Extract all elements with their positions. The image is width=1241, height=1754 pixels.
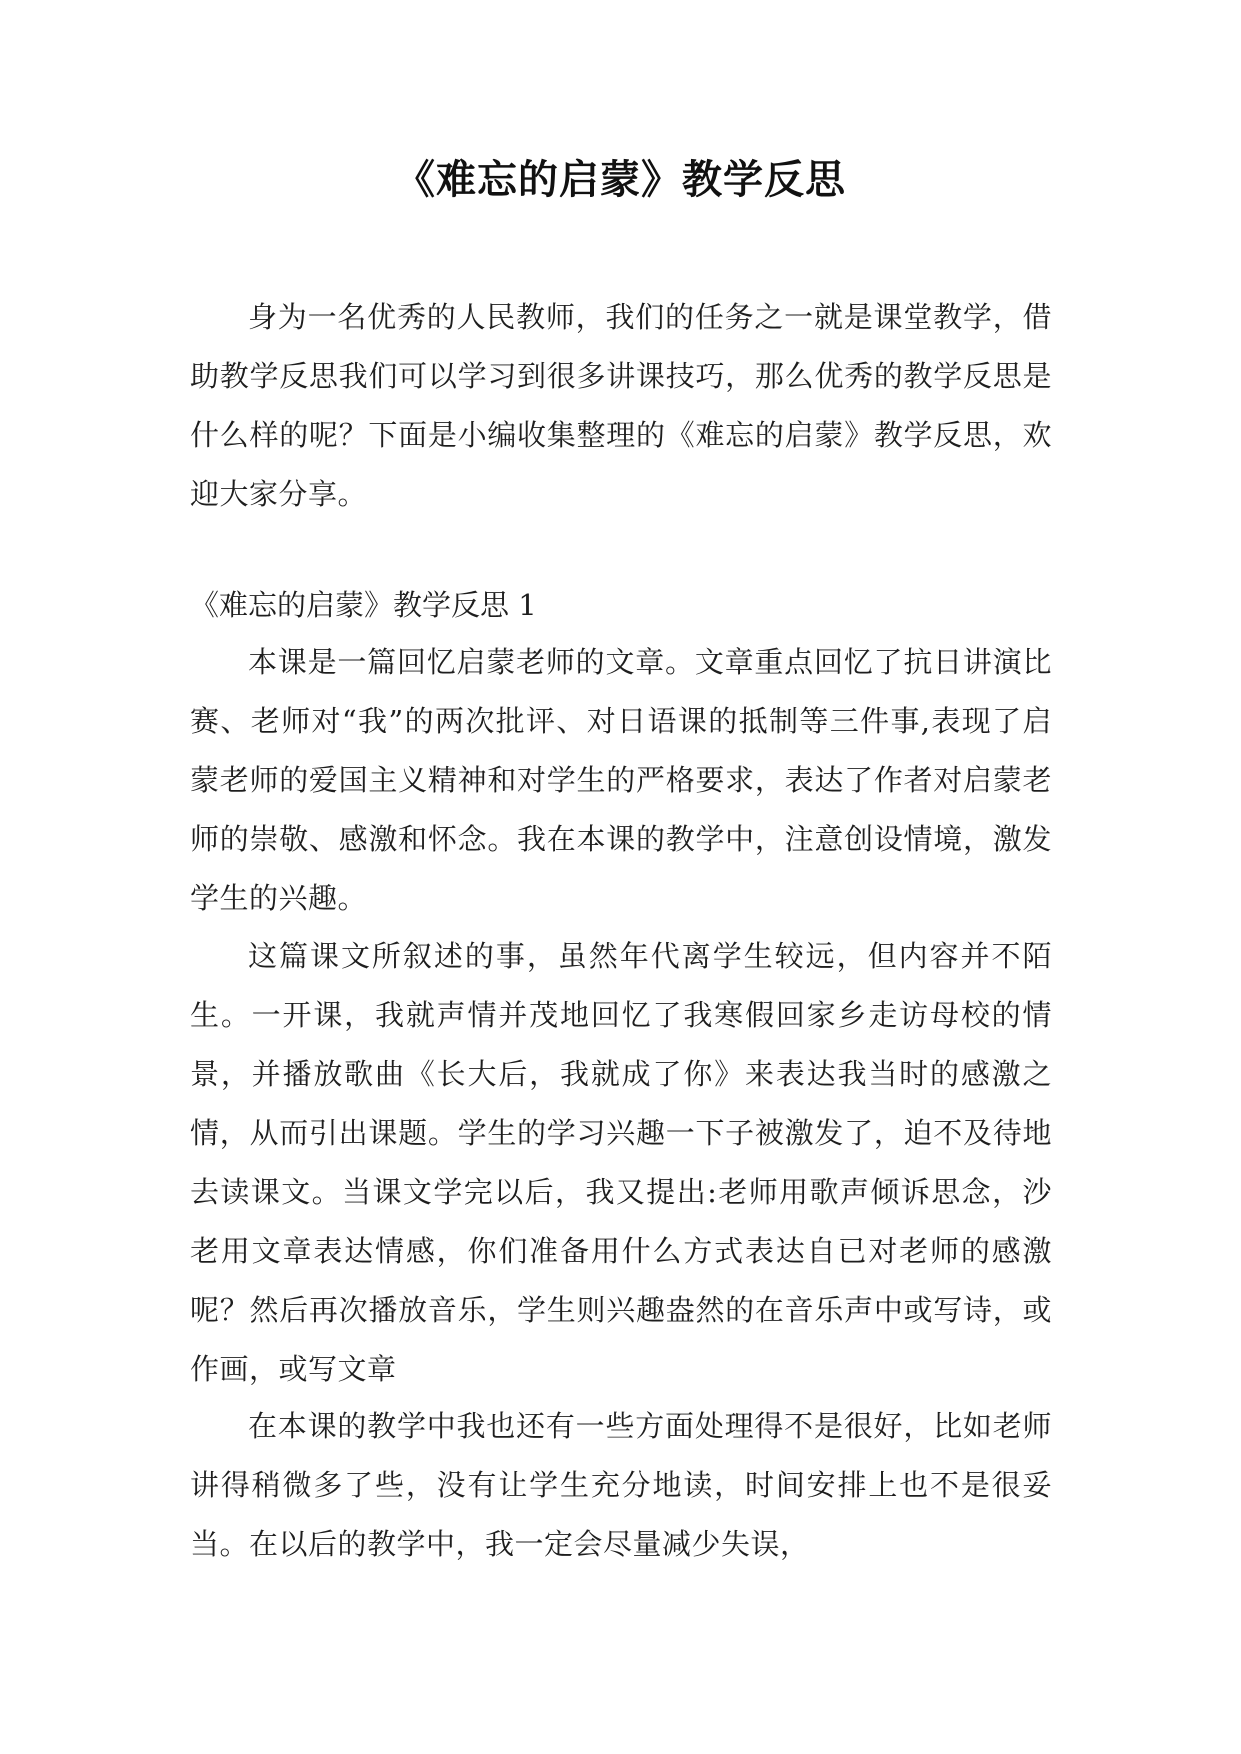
document-title: 《难忘的启蒙》教学反思 (395, 157, 846, 203)
body-paragraph-2: 这篇课文所叙述的事，虽然年代离学生较远，但内容并不陌生。一开课，我就声情并茂地回忆了我寒假回家乡走访母校的情景，并播放歌曲《长大后，我就成了你》来表达我当时的感激之情，从而引出课题。学生的学习兴趣一下子被激发了，迫不及待地去读课文。当课文学完以后，我又提出:老师用歌声倾诉思念，沙老用文章表达情感，你们准备用什么方式表达自已对老师的感激呢？然后再次播放音乐，学生则兴趣盎然的在音乐声中或写诗，或作画，或写文章 (190, 939, 1052, 1386)
body-paragraph-1: 本课是一篇回忆启蒙老师的文章。文章重点回忆了抗日讲演比赛、老师对“我”的两次批评、对日语课的抵制等三件事,表现了启蒙老师的爱国主义精神和对学生的严格要求，表达了作者对启蒙老师的崇敬、感激和怀念。我在本课的教学中，注意创设情境，激发学生的兴趣。 (190, 645, 1052, 915)
body-paragraph-3: 在本课的教学中我也还有一些方面处理得不是很好，比如老师讲得稍微多了些，没有让学生充分地读，时间安排上也不是很妥当。在以后的教学中，我一定会尽量减少失误， (190, 1409, 1052, 1561)
section-heading: 《难忘的启蒙》教学反思 1 (190, 588, 537, 622)
intro-paragraph: 身为一名优秀的人民教师，我们的任务之一就是课堂教学，借助教学反思我们可以学习到很多讲课技巧，那么优秀的教学反思是什么样的呢？下面是小编收集整理的《难忘的启蒙》教学反思，欢迎大家分享。 (190, 300, 1052, 511)
